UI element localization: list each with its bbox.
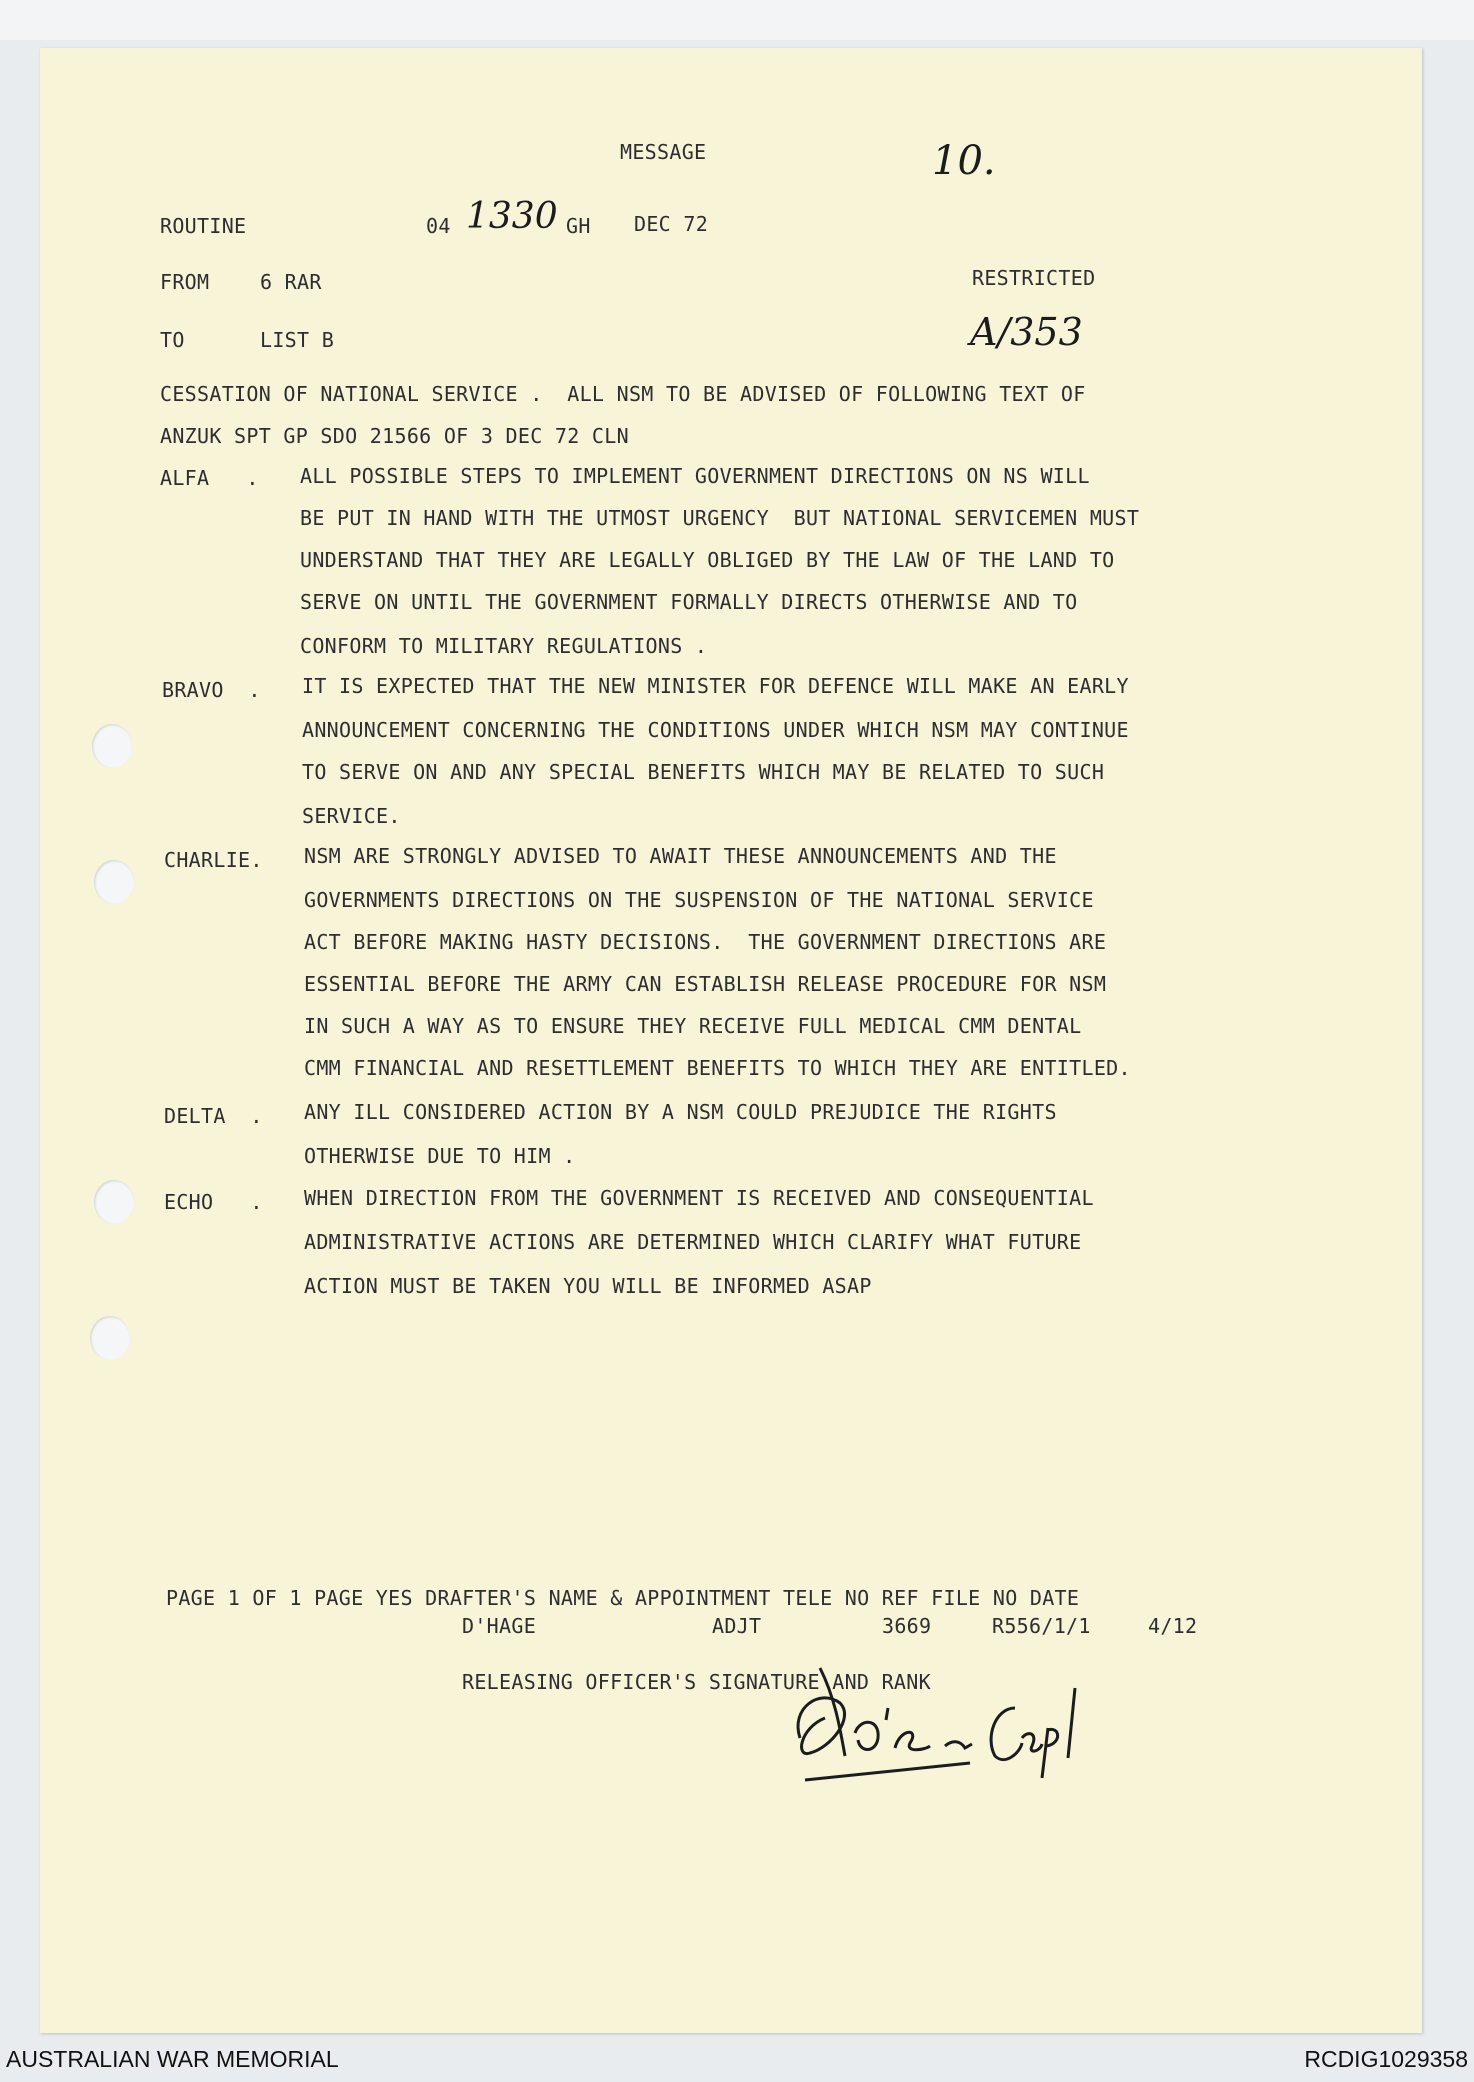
paragraph-label-alfa: ALFA . — [160, 466, 259, 490]
binder-hole — [94, 860, 134, 904]
dtg-zone: GH — [566, 214, 591, 238]
paragraph-line: IT IS EXPECTED THAT THE NEW MINISTER FOR DEFENCE WILL MAKE AN EARLY — [302, 674, 1129, 698]
paragraph-line: SERVICE. — [302, 804, 401, 828]
footer-row-labels: PAGE 1 OF 1 PAGE YES DRAFTER'S NAME & APPOINTMENT TELE NO REF FILE NO DATE — [166, 1586, 1080, 1610]
paragraph-line: ALL POSSIBLE STEPS TO IMPLEMENT GOVERNMENT DIRECTIONS ON NS WILL — [300, 464, 1090, 488]
paragraph-label-echo: ECHO . — [164, 1190, 263, 1214]
dtg-day: 04 — [426, 214, 451, 238]
footer-date: 4/12 — [1148, 1614, 1198, 1638]
intro-line: CESSATION OF NATIONAL SERVICE . ALL NSM TO BE ADVISED OF FOLLOWING TEXT OF — [160, 382, 1086, 406]
paragraph-line: WHEN DIRECTION FROM THE GOVERNMENT IS RECEIVED AND CONSEQUENTIAL — [304, 1186, 1094, 1210]
from-value: 6 RAR — [260, 270, 322, 294]
paragraph-label-delta: DELTA . — [164, 1104, 263, 1128]
paragraph-line: ANY ILL CONSIDERED ACTION BY A NSM COULD PREJUDICE THE RIGHTS — [304, 1100, 1057, 1124]
binder-hole — [94, 1180, 134, 1224]
footer-ref-file-no: R556/1/1 — [992, 1614, 1091, 1638]
precedence: ROUTINE — [160, 214, 247, 238]
message-title: MESSAGE — [620, 140, 707, 164]
paragraph-line: CMM FINANCIAL AND RESETTLEMENT BENEFITS TO WHICH THEY ARE ENTITLED. — [304, 1056, 1131, 1080]
paragraph-line: UNDERSTAND THAT THEY ARE LEGALLY OBLIGED BY THE LAW OF THE LAND TO — [300, 548, 1115, 572]
archive-caption-left: AUSTRALIAN WAR MEMORIAL — [6, 2046, 339, 2072]
releasing-officer-label: RELEASING OFFICER'S SIGNATURE AND RANK — [462, 1670, 931, 1694]
archive-caption-right: RCDIG1029358 — [1304, 2046, 1468, 2072]
paragraph-line: ESSENTIAL BEFORE THE ARMY CAN ESTABLISH RELEASE PROCEDURE FOR NSM — [304, 972, 1107, 996]
paragraph-line: IN SUCH A WAY AS TO ENSURE THEY RECEIVE FULL MEDICAL CMM DENTAL — [304, 1014, 1082, 1038]
paragraph-line: ACTION MUST BE TAKEN YOU WILL BE INFORMED ASAP — [304, 1274, 872, 1298]
footer-drafter-name: D'HAGE — [462, 1614, 537, 1638]
paragraph-line: ACT BEFORE MAKING HASTY DECISIONS. THE GOVERNMENT DIRECTIONS ARE — [304, 930, 1107, 954]
page-number-handwritten: 10. — [932, 138, 996, 184]
document-page — [40, 48, 1422, 2033]
paragraph-line: SERVE ON UNTIL THE GOVERNMENT FORMALLY DIRECTS OTHERWISE AND TO — [300, 590, 1078, 614]
paragraph-line: ANNOUNCEMENT CONCERNING THE CONDITIONS UNDER WHICH NSM MAY CONTINUE — [302, 718, 1129, 742]
ref-handwritten: A/353 — [970, 310, 1083, 354]
paragraph-line: GOVERNMENTS DIRECTIONS ON THE SUSPENSION OF THE NATIONAL SERVICE — [304, 888, 1094, 912]
paragraph-label-charlie: CHARLIE. — [164, 848, 263, 872]
to-value: LIST B — [260, 328, 335, 352]
from-label: FROM — [160, 270, 210, 294]
paragraph-line: TO SERVE ON AND ANY SPECIAL BENEFITS WHICH MAY BE RELATED TO SUCH — [302, 760, 1105, 784]
scan-top-strip — [0, 0, 1474, 40]
to-label: TO — [160, 328, 185, 352]
signature-mark — [760, 1648, 1100, 1798]
paragraph-line: ADMINISTRATIVE ACTIONS ARE DETERMINED WHICH CLARIFY WHAT FUTURE — [304, 1230, 1082, 1254]
binder-hole — [92, 724, 132, 768]
footer-appointment: ADJT — [712, 1614, 762, 1638]
binder-hole — [90, 1316, 130, 1360]
paragraph-line: BE PUT IN HAND WITH THE UTMOST URGENCY BUT NATIONAL SERVICEMEN MUST — [300, 506, 1140, 530]
paragraph-line: CONFORM TO MILITARY REGULATIONS . — [300, 634, 708, 658]
paragraph-line: OTHERWISE DUE TO HIM . — [304, 1144, 576, 1168]
paragraph-line: NSM ARE STRONGLY ADVISED TO AWAIT THESE ANNOUNCEMENTS AND THE — [304, 844, 1057, 868]
intro-line: ANZUK SPT GP SDO 21566 OF 3 DEC 72 CLN — [160, 424, 629, 448]
classification: RESTRICTED — [972, 266, 1096, 290]
paragraph-label-bravo: BRAVO . — [162, 678, 261, 702]
dtg-month-year: DEC 72 — [634, 212, 709, 236]
footer-tele-no: 3669 — [882, 1614, 932, 1638]
dtg-time-handwritten: 1330 — [466, 196, 558, 237]
